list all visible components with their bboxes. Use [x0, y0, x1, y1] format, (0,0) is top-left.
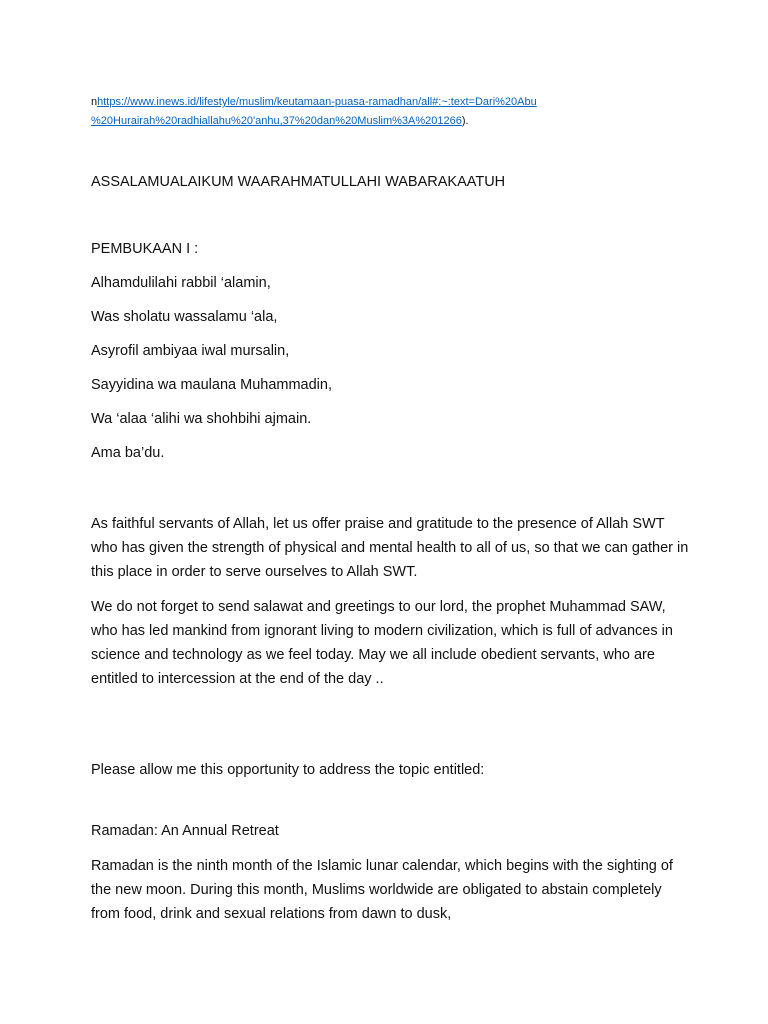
- opening-line-5: Wa ‘alaa ‘alihi wa shohbihi ajmain.: [91, 411, 312, 427]
- source-link-block: [91, 93, 537, 131]
- paragraph-praise: As faithful servants of Allah, let us offer praise and gratitude to the presence of Allah SWT who has given the strength of physical and mental health to all of us, so that we can gather in this place in order to serve ourselves to Allah SWT.: [91, 516, 689, 580]
- topic-title: Ramadan: An Annual Retreat: [91, 823, 279, 839]
- source-link-line-2: [91, 112, 537, 131]
- topic-intro: Please allow me this opportunity to address the topic entitled:: [91, 762, 485, 778]
- link-suffix: ).: [461, 115, 469, 127]
- source-link-line-1: [91, 93, 537, 112]
- greeting: ASSALAMUALAIKUM WAARAHMATULLAHI WABARAKAATUH: [91, 174, 506, 190]
- opening-line-1: Alhamdulilahi rabbil ‘alamin,: [91, 275, 271, 291]
- opening-line-3: Asyrofil ambiyaa iwal mursalin,: [91, 343, 290, 359]
- opening-line-4: Sayyidina wa maulana Muhammadin,: [91, 377, 332, 393]
- paragraph-ramadan: Ramadan is the ninth month of the Islamic lunar calendar, which begins with the sighting of the new moon. During this month, Muslims worldwide are obligated to abstain completely from food, drink and sexual relations from dawn to dusk,: [91, 858, 673, 922]
- link-prefix: n: [91, 96, 98, 108]
- source-link-part-2[interactable]: %20Hurairah%20radhiallahu%20'anhu,37%20dan%20Muslim%3A%201266: [91, 115, 462, 127]
- opening-heading: PEMBUKAAN I :: [91, 241, 199, 257]
- opening-line-2: Was sholatu wassalamu ‘ala,: [91, 309, 278, 325]
- paragraph-salawat: We do not forget to send salawat and greetings to our lord, the prophet Muhammad SAW, who has led mankind from ignorant living to modern civilization, which is full of advances in science and technology as we feel today. May we all include obedient servants, who are entitled to intercession at the end of the day ..: [91, 599, 673, 687]
- source-link-part-1[interactable]: https://www.inews.id/lifestyle/muslim/keutamaan-puasa-ramadhan/all#:~:text=Dari%20Abu: [97, 96, 537, 108]
- opening-line-6: Ama ba’du.: [91, 445, 165, 461]
